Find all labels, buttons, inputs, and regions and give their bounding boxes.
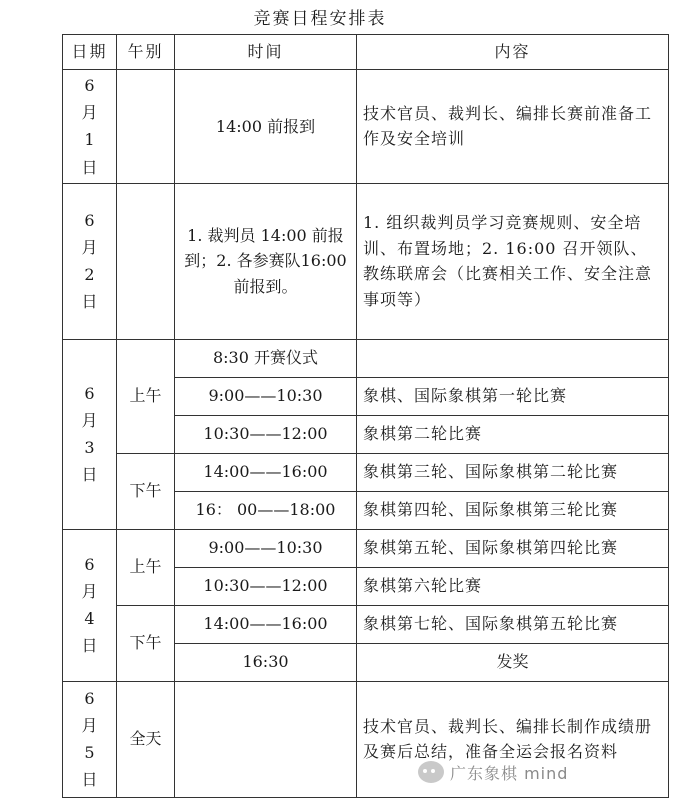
date-cell: 6 月 4 日: [63, 529, 117, 681]
time-cell: 14:00——16:00: [175, 605, 357, 643]
session-cell: [117, 183, 175, 339]
header-date: 日期: [63, 35, 117, 70]
table-row: [63, 453, 669, 491]
content-cell: 技术官员、裁判长、编排长赛前准备工作及安全培训: [357, 70, 669, 184]
time-cell: [175, 681, 357, 797]
header-time: 时间: [175, 35, 357, 70]
header-row: [63, 35, 669, 70]
date-cell: 6 月 2 日: [63, 183, 117, 339]
table-row: [63, 605, 669, 643]
content-cell: 发奖: [357, 643, 669, 681]
time-cell: 10:30——12:00: [175, 415, 357, 453]
table-row: [63, 339, 669, 377]
date-cell: 6 月 1 日: [63, 70, 117, 184]
schedule-table: [62, 34, 669, 798]
content-cell: 技术官员、裁判长、编排长制作成绩册及赛后总结，准备全运会报名资料: [357, 681, 669, 797]
watermark: [418, 752, 648, 792]
header-session: 午别: [117, 35, 175, 70]
wechat-icon: [418, 761, 444, 783]
session-cell: 全天: [117, 681, 175, 797]
content-cell: 象棋第五轮、国际象棋第四轮比赛: [357, 529, 669, 567]
session-cell: 下午: [117, 605, 175, 681]
content-cell: 象棋第二轮比赛: [357, 415, 669, 453]
table-row: [63, 529, 669, 567]
page-title: 竞赛日程安排表: [253, 9, 387, 29]
time-cell: 16： 00——18:00: [175, 491, 357, 529]
content-cell: 象棋第四轮、国际象棋第三轮比赛: [357, 491, 669, 529]
content-cell: 象棋第三轮、国际象棋第二轮比赛: [357, 453, 669, 491]
content-cell: [357, 339, 669, 377]
time-cell: 9:00——10:30: [175, 377, 357, 415]
session-cell: 上午: [117, 529, 175, 605]
session-cell: 上午: [117, 339, 175, 453]
content-cell: 象棋第六轮比赛: [357, 567, 669, 605]
time-cell: 1. 裁判员 14:00 前报到；2. 各参赛队16:00 前报到。: [175, 183, 357, 339]
date-cell: 6 月 5 日: [63, 681, 117, 797]
content-cell: 1. 组织裁判员学习竞赛规则、安全培训、布置场地；2. 16:00 召开领队、教练联席会（比赛相关工作、安全注意事项等）: [357, 183, 669, 339]
table-row: [63, 70, 669, 184]
time-cell: 8:30 开赛仪式: [175, 339, 357, 377]
session-cell: 下午: [117, 453, 175, 529]
date-cell: 6 月 3 日: [63, 339, 117, 529]
time-cell: 16:30: [175, 643, 357, 681]
time-cell: 9:00——10:30: [175, 529, 357, 567]
time-cell: 14:00——16:00: [175, 453, 357, 491]
time-cell: 14:00 前报到: [175, 70, 357, 184]
watermark-text: 广东象棋 mind: [450, 763, 569, 783]
table-row: [63, 183, 669, 339]
content-cell: 象棋第七轮、国际象棋第五轮比赛: [357, 605, 669, 643]
time-cell: 10:30——12:00: [175, 567, 357, 605]
session-cell: [117, 70, 175, 184]
content-cell: 象棋、国际象棋第一轮比赛: [357, 377, 669, 415]
header-content: 内容: [357, 35, 669, 70]
